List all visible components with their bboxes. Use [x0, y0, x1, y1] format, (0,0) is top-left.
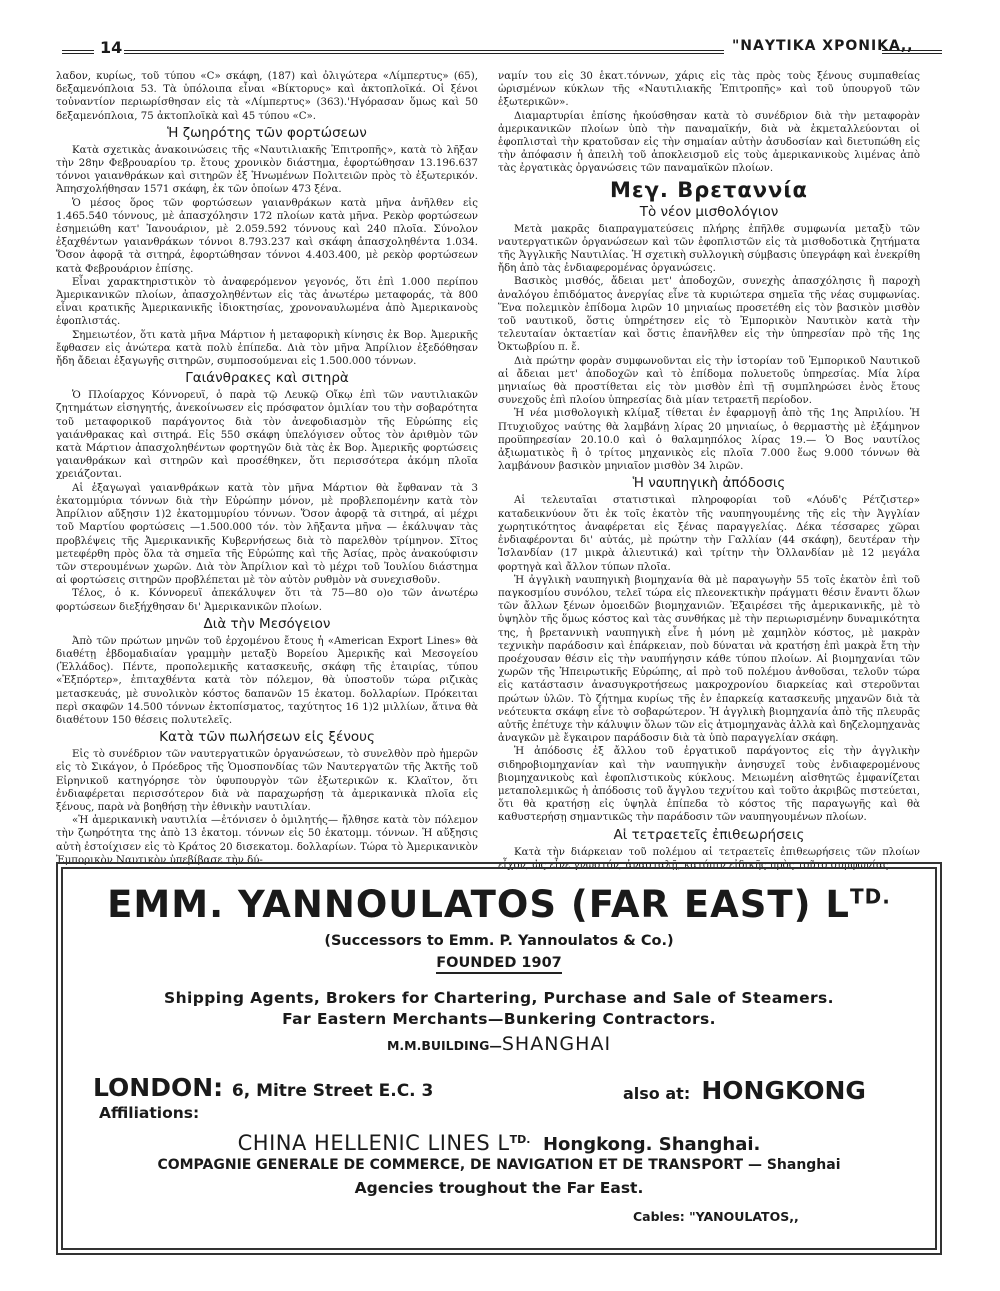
ad-china-name: CHINA HELLENIC LINES L	[237, 1131, 510, 1155]
right-column	[498, 70, 920, 872]
paragraph: Ἡ ἀγγλικὴ ναυπηγικὴ βιομηχανία θὰ μὲ παραγωγὴν 55 τοῖς ἑκατὸν ἐπὶ τοῦ παγκοσμίου συνόλου, τελεῖ τώρα εἰς πλεονεκτικὴν πράγματι θέσιν ἔναντι ὅλων τῶν ἄλλων ξένων ὁμοειδῶν βιομηχανιῶν. Ἐξαιρέσει τῆς ἀμερικανικῆς, μὲ τὸ ὑψηλὸν τῆς ὅμως κόστος καὶ τὰς συνθήκας μὲ τὴν περιωρισμένην δυναμικότητα της, ἡ βρεταννικὴ ναυπηγικὴ εἶνε ἡ μόνη μὲ χαμηλὸν κόστος, μὲ μακρὰν τεχνικὴν παράδοσιν καὶ ἐπάρκειαν, ποὺ δύναται νὰ κρατήσῃ ἐπὶ μακρὰ ἔτη τὴν προέχουσαν θέσιν εἰς τὴν ναυπήγησιν κάθε τύπου πλοίων. Αἱ βιομηχανίαι τῶν χωρῶν τῆς Ἠπειρωτικῆς Εὐρώπης, αἱ πρὸ τοῦ πολέμου ἀνθοῦσαι, τελοῦν τώρα εἰς κατάστασιν ἀνασυγκροτήσεως μακροχρονίου διαρκείας καὶ στεροῦνται πρώτων ὑλῶν. Τὸ ζήτημα κυρίως τῆς ἐν ἐπαρκείᾳ κατασκευῆς μηχανῶν διὰ τὰ νεότευκτα σκάφη εἶνε τὸ σοβαρώτερον. Ἡ ἀγγλικὴ βιομηχανία ἀπὸ τῆς πλευρᾶς αὐτῆς ἐπέτυχε τὴν κάλυψιν ὅλων τῶν εἰς ἀτμομηχανὰς ἀλλὰ καὶ δηζελομηχανὰς ἀναγκῶν μὲ ἔγκαιρον παράδοσιν διὰ τὰ ὑπὸ παραγγελίαν σκάφη.	[498, 574, 920, 745]
paragraph: Σημειωτέον, ὅτι κατὰ μῆνα Μάρτιον ἡ μεταφορικὴ κίνησις ἐκ Βορ. Ἀμερικῆς ἔφθασεν εἰς ἀνώτερα κατὰ πολὺ ἐπίπεδα. Διὰ τὸν μῆνα Ἀπρίλιον ἐξεδόθησαν ἤδη ἄδειαι ἐξαγωγῆς σιτηρῶν, συμποσούμεναι εἰς 1.500.000 τόννων.	[56, 329, 478, 368]
advertisement-box	[56, 862, 942, 1255]
paragraph: Διὰ πρώτην φορὰν συμφωνοῦνται εἰς τὴν ἱστορίαν τοῦ Ἐμπορικοῦ Ναυτικοῦ αἱ ἄδειαι μετ' ἀποδοχῶν καὶ τὸ ἐπίδομα πολυετοῦς ὑπηρεσίας. Μία λίρα μηνιαίως θὰ προστίθεται εἰς τὸν μισθὸν ἐπὶ τῇ συμπληρώσει ἑνὸς ἔτους συνεχοῦς ἐπὶ πλοίου ὑπηρεσίας διὰ μίαν τετραετῆ περίοδον.	[498, 355, 920, 407]
ad-compagnie: COMPAGNIE GENERALE DE COMMERCE, DE NAVIGATION ET DE TRANSPORT — Shanghai	[157, 1157, 841, 1173]
ad-london-label: LONDON:	[93, 1073, 224, 1102]
page-header	[62, 40, 942, 64]
ad-agencies: Agencies troughout the Far East.	[354, 1179, 644, 1197]
paragraph: Εἶναι χαρακτηριστικὸν τὸ ἀναφερόμενον γεγονός, ὅτι ἐπὶ 1.000 περίπου Ἀμερικανικῶν πλοίων, ἀπασχοληθέντων εἰς τὰς ἀνωτέρω μεταφοράς, τὰ 800 εἶναι κρατικῆς Ἀμερικανικῆς ἰδιοκτησίας, χρονοναυλωμένα ἀπὸ Ἀμερικανοὺς ἐφοπλιστάς.	[56, 276, 478, 328]
ad-cables: Cables: "YANOULATOS,,	[633, 1209, 799, 1224]
ad-also-label: also at:	[623, 1084, 691, 1103]
ad-also-at	[623, 1076, 866, 1105]
paragraph: Ἡ ἀπόδοσις ἐξ ἄλλου τοῦ ἐργατικοῦ παράγοντος εἰς τὴν ἀγγλικὴν σιδηροβιομηχανίαν καὶ τὴν ναυπηγικὴν ἀνησυχεῖ τοὺς ἐνδιαφερομένους βιομηχανικοὺς καὶ ἐφοπλιστικοὺς κύκλους. Μειωμένη αἰσθητῶς ἐμφανίζεται μεταπολεμικῶς ἡ ἀπόδοσις τοῦ ἄγγλου τεχνίτου καὶ τοῦτο ἀκριβῶς πιστεύεται, ὅτι θὰ κρατήσῃ εἰς ὑψηλὰ ἐπίπεδα τὸ κόστος τῆς παραγωγῆς καὶ θὰ καθυστερήσῃ σημαντικῶς τὴν παράδοσιν τῶν ναυπηγουμένων πλοίων.	[498, 746, 920, 824]
ad-company-suffix: TD.	[850, 884, 891, 909]
ad-building	[63, 1033, 935, 1055]
paragraph: «Ἡ ἀμερικανικὴ ναυτιλία —ἐτόνισεν ὁ ὁμιλητής— ἤλθησε κατὰ τὸν πόλεμον τὴν ζωηρότητα της ἀπὸ 13 ἑκατομ. τόννων εἰς 50 ἑκατομμ. τόννων. Ἡ αὔξησις αὐτὴ ἐστοίχισεν εἰς τὸ Κράτος 20 δισεκατομ. δολλαρίων. Τώρα τὸ Ἀμερικανικὸν Ἐμπορικὸν Ναυτικὸν ὑπεβίβασε τὴν δύ-	[56, 815, 478, 866]
section-heading: Ἡ ζωηρότης τῶν φορτώσεων	[167, 124, 367, 141]
header-rule-left	[62, 50, 94, 54]
country-heading: Μεγ. Βρεταννία	[610, 177, 808, 202]
paragraph: Κατὰ τὴν διάρκειαν τοῦ πολέμου αἱ τετραετεῖς ἐπιθεωρήσεις τῶν πλοίων εἶχον, ὡς εἶνε γνωστόν, ἀνασταλῇ, κατόπιν εἰδικῆς πρὸς τοῦτο συμφωνίας	[498, 846, 920, 871]
ad-company-title	[63, 883, 935, 926]
paragraph: Εἰς τὸ συνέδριον τῶν ναυτεργατικῶν ὀργανώσεων, τὸ συνελθὸν πρὸ ἡμερῶν εἰς τὸ Σικάγον, ὁ Πρόεδρος τῆς Ὁμοσπονδίας τῶν Ναυτεργατῶν τῆς Ἀκτῆς τοῦ Εἰρηνικοῦ κατηγόρησε τὸν ὑφυπουργὸν τῶν ἐξωτερικῶν κ. Κλαϊτον, ὅτι ἐνδιαφέρεται περισσότερον διὰ νὰ παραχωρήσῃ τὰ ἀμερικανικὰ πλοῖα εἰς ξένους, παρὰ νὰ βοηθήσῃ τὴν ἐθνικὴν ναυτιλίαν.	[56, 749, 478, 813]
page-number: 14	[100, 38, 123, 57]
section-heading: Τὸ νέον μισθολόγιον	[639, 203, 779, 220]
ad-company-name: EMM. YANNOULATOS (FAR EAST) L	[107, 883, 850, 926]
section-heading: Ἡ ναυπηγικὴ ἀπόδοσις	[632, 475, 786, 492]
paragraph: Ἡ νέα μισθολογικὴ κλίμαξ τίθεται ἐν ἐφαρμογῇ ἀπὸ τῆς 1ης Ἀπριλίου. Ἡ Πτυχιοῦχος ναύτης θὰ λαμβάνῃ λίρας 20 μηνιαίως, ὁ θερμαστὴς μὲ ἐξάμηνον προϋπηρεσίαν 20.10.0 καὶ ὁ θαλαμηπόλος λίρας 19.— Ὁ Βος ναυτίλος ἀξιωματικὸς ἢ ὁ τρίτος μηχανικὸς εἰς πλοῖα 7.000 ἕως 9.000 τόννων θὰ λαμβάνουν βασικὸν μηνιαῖον μισθὸν 34 λιρῶν.	[498, 408, 920, 473]
section-heading: Γαιάνθρακες καὶ σιτηρὰ	[185, 370, 349, 387]
paragraph: ναμίν του εἰς 30 ἑκατ.τόννων, χάρις εἰς τὰς πρὸς τοὺς ξένους συμπαθείας ὡρισμένων κύκλων τῆς «Ναυτιλιακῆς Ἐπιτροπῆς» καὶ τοῦ ὑπουργοῦ τῶν ἐξωτερικῶν».	[498, 71, 920, 109]
ad-founded	[63, 955, 935, 971]
ad-building-city: SHANGHAI	[501, 1033, 612, 1055]
ad-china-suffix: TD.	[509, 1133, 531, 1146]
section-heading: Διὰ τὴν Μεσόγειον	[203, 615, 331, 632]
ad-also-city: HONGKONG	[701, 1076, 866, 1105]
header-rule-middle	[124, 50, 724, 54]
header-rule-right	[882, 50, 942, 54]
magazine-title: "ΝΑΥΤΙΚΑ ΧΡΟΝΙΚΑ,,	[732, 38, 914, 54]
paragraph: Αἱ ἐξαγωγαὶ γαιανθράκων κατὰ τὸν μῆνα Μάρτιον θὰ ἔφθαναν τὰ 3 ἑκατομμύρια τόννων διὰ τὴν Εὐρώπην μόνον, μὲ προβλεπομένην κατὰ τὸν Ἀπρίλιον αὔξησιν 1)2 ἑκατομμυρίου τόννων. Ὅσον ἀφορᾷ τὰ σιτηρά, αἱ μέχρι τοῦ Μαρτίου φορτώσεις —1.500.000 τόν. τὸν λῆξαντα μῆνα — ἐκάλυψαν τὰς προβλέψεις τῆς Ἀμερικανικῆς Κυβερνήσεως διὰ τὸ παρελθὸν τρίμηνον. Σῖτος μετεφέρθη πρὸς ὅλα τὰ σημεῖα τῆς Εὐρώπης καὶ τῆς Ἀσίας, πρὸς ἀνακούφισιν τῶν στερουμένων χωρῶν. Διὰ τὸν Ἀπρίλιον καὶ τὸ μέχρι τοῦ Ἰουλίου διάστημα αἱ φορτώσεις σιτηρῶν προβλέπεται μὲ τὸν αὐτὸν ρυθμὸν νὰ συνεχισθοῦν.	[56, 482, 478, 587]
left-column	[56, 70, 478, 867]
paragraph: Διαμαρτυρίαι ἐπίσης ἠκούσθησαν κατὰ τὸ συνέδριον διὰ τὴν μεταφορὰν ἀμερικανικῶν πλοίων ὑπὸ τὴν παναμαϊκήν, διὰ νὰ ἐκμεταλλεύονται οἱ ἐφοπλισταὶ τὴν κρατοῦσαν εἰς τὴν σημαίαν αὐτὴν ἀσυδοσίαν καὶ διετυπώθη εἰς τὴν ἀπόφασιν ἡ ἀπειλὴ τοῦ ἀποκλεισμοῦ εἰς τοὺς ἀμερικανικοὺς λιμένας ἀπὸ τὰς ἐργατικὰς ὀργανώσεις τῶν παναμαϊκῶν πλοίων.	[498, 110, 920, 175]
ad-services-line-1: Shipping Agents, Brokers for Chartering, Purchase and Sale of Steamers.	[164, 989, 834, 1007]
ad-affiliations: Affiliations:	[99, 1104, 200, 1122]
paragraph: Ὁ μέσος ὅρος τῶν φορτώσεων γαιανθράκων κατὰ μῆνα ἀνῆλθεν εἰς 1.465.540 τόννους, μὲ ἀπασχόλησιν 172 πλοίων κατὰ μῆνα. Ρεκὸρ φορτώσεων ἐσημειώθη κατ' Ἰανουάριον, μὲ 2.059.592 τόννους καὶ 240 πλοῖα. Σύνολον ἐξαχθέντων γαιανθράκων τόννοι 8.793.237 καὶ σκάφη ἀπασχοληθέντα 1.034. Ὅσον ἀφορᾷ τὰ σιτηρά, ἐφορτώθησαν τόννοι 4.403.400, μὲ ρεκὸρ φορτώσεων κατὰ Φεβρουάριον ἐπίσης.	[56, 197, 478, 275]
ad-services-line-2: Far Eastern Merchants—Bunkering Contractors.	[282, 1010, 716, 1028]
ad-founded-text: FOUNDED 1907	[436, 955, 562, 974]
ad-building-name: M.M.BUILDING—	[386, 1038, 502, 1053]
paragraph: Βασικὸς μισθός, ἄδειαι μετ' ἀποδοχῶν, συνεχὴς ἀπασχόλησις ἢ παροχὴ ἀναλόγου ἐπιδόματος ἀνεργίας εἶνε τὰ κυριώτερα σημεῖα τῆς νέας συμφωνίας. Ἕνα πολεμικὸν ἐπίδομα λιρῶν 10 μηνιαίως προσετέθη εἰς τὸν βασικὸν μισθὸν τοῦ ναυτικοῦ, ὅστις ὑπηρέτησεν εἰς τὸ Ἐμπορικὸν Ναυτικὸν κατὰ τὴν τελευταίαν ὀκταετίαν καὶ ὅστις ἐπανῆλθεν εἰς τὴν ὑπηρεσίαν πρὸ τῆς 1ης Ὀκτωβρίου π. ἔ.	[498, 276, 920, 354]
ad-china-lines	[63, 1131, 935, 1155]
paragraph: Τέλος, ὁ κ. Κόννορευϊ ἀπεκάλυψεν ὅτι τὰ 75—80 ο)ο τῶν ἀνωτέρω φορτώσεων διεξήχθησαν δι' Ἀμερικανικῶν πλοίων.	[56, 588, 478, 613]
paragraph: Αἱ τελευταῖαι στατιστικαὶ πληροφορίαι τοῦ «Λόυδ'ς Ρέτζιστερ» καταδεικνύουν ὅτι ἐκ τοῖς ἑκατὸν τῆς ναυπηγουμένης τῆς εἰς τὴν Ἀγγλίαν χωρητικότητος ἀναφέρεται εἰς ξένας παραγγελίας. Δέκα τέσσαρες χῶραι ἐνδιαφέρονται δι' αὐτάς, μὲ πρώτην τὴν Γαλλίαν (44 σκάφη), δευτέραν τὴν Ἰσλανδίαν (17 μικρὰ ἁλιευτικά) καὶ τρίτην τὴν Ὀλλανδίαν μὲ 12 μεγάλα φορτηγὰ καὶ ἄλλον τύπων πλοῖα.	[498, 495, 920, 573]
paragraph: λαδον, κυρίως, τοῦ τύπου «C» σκάφη, (187) καὶ ὀλιγώτερα «Λίμπερτυς» (65), δεξαμενόπλοια 53. Τὰ ὑπόλοιπα εἶναι «Βίκτορυς» καὶ ἀκτοπλοϊκά. Οἱ ξένοι τοὐναντίον περιωρίσθησαν εἰς τὰ «Λίμπερτυς» (363).'Ηγόρασαν ὅμως καὶ 50 δεξαμενόπλοια, 75 ἀκτοπλοϊκὰ καὶ 45 τύπου «C».	[56, 71, 478, 122]
paragraph: Ἀπὸ τῶν πρώτων μηνῶν τοῦ ἐρχομένου ἔτους ἡ «American Export Lines» θὰ διαθέτῃ ἑβδομαδιαίαν γραμμὴν μεταξὺ Βορείου Ἀμερικῆς καὶ Μεσογείου (Ἑλλάδος). Πέντε, προπολεμικῆς κατασκευῆς, σκάφη τῆς ἑταιρίας, τύπου «Ἐξπόρτερ», ἐπιταχθέντα κατὰ τὸν πόλεμον, θὰ ὑποστοῦν τώρα ριζικὰς μετασκευάς, μὲ συνολικὸν κόστος δαπανῶν 15 ἑκατομ. δολλαρίων. Πρόκειται περὶ σκαφῶν 14.500 τόννων ἐκτοπίσματος, ταχύτητος 16 1)2 μιλλίων, ἅτινα θὰ διαθέτουν 150 θέσεις πολυτελεῖς.	[56, 635, 478, 726]
ad-london	[93, 1073, 433, 1102]
ad-china-cities: Hongkong. Shanghai.	[542, 1134, 761, 1155]
ad-successors: (Successors to Emm. P. Yannoulatos & Co.)	[324, 933, 674, 949]
paragraph: Μετὰ μακρᾶς διαπραγματεύσεις πλήρης ἐπῆλθε συμφωνία μεταξὺ τῶν ναυτεργατικῶν ὀργανώσεων καὶ τῶν ἐφοπλιστῶν εἰς τὰ μισθοδοτικὰ ζητήματα τῆς Ἀγγλικῆς Ναυτιλίας. Ἡ σχετικὴ συλλογικὴ σύμβασις ὑπεγράφη καὶ ἐνεκρίθη ἤδη ἀπὸ τὰς ἐνδιαφερομένας ὀργανώσεις.	[498, 223, 920, 275]
paragraph: Κατὰ σχετικὰς ἀνακοινώσεις τῆς «Ναυτιλιακῆς Ἐπιτροπῆς», κατὰ τὸ λῆξαν τὴν 28ην Φεβρουαρίου τρ. ἔτους χρονικὸν διάστημα, ἐφορτώθησαν 13.196.637 τόννοι γαιανθράκων καὶ σιτηρῶν ἐξ Ἡνωμένων Πολιτειῶν πρὸς τὸ ἐξωτερικόν. Ἀπησχολήθησαν 1571 σκάφη, ἐκ τῶν ὁποίων 473 ξένα.	[56, 144, 478, 196]
section-heading: Κατὰ τῶν πωλήσεων εἰς ξένους	[159, 729, 375, 746]
section-heading: Αἱ τετραετεῖς ἐπιθεωρήσεις	[613, 826, 805, 843]
ad-london-address: 6, Mitre Street E.C. 3	[231, 1081, 434, 1101]
paragraph: Ὁ Πλοίαρχος Κόννορευϊ, ὁ παρὰ τῷ Λευκῷ Οἴκῳ ἐπὶ τῶν ναυτιλιακῶν ζητημάτων εἰσηγητής, ἀνεκοίνωσεν εἰς πρόσφατον ὁμιλίαν του τὴν σοβαρότητα τοῦ μεταφορικοῦ παράγοντος διὰ τὸν ἀνεφοδιασμὸν τῆς Εὐρώπης εἰς γαιάνθρακας καὶ σιτηρά. Εἰς 550 σκάφη ὑπελόγισεν οὗτος τὸν ἀριθμὸν τῶν κατὰ Μάρτιον ἀπασχοληθέντων φορτηγῶν διὰ τὰς ἐκ Βορ. Ἀμερικῆς φορτώσεις γαιανθράκων καὶ σιτηρῶν καὶ προσέθηκεν, ὅτι περισσότερα ἀκόμη πλοῖα χρειάζονται.	[56, 390, 478, 481]
